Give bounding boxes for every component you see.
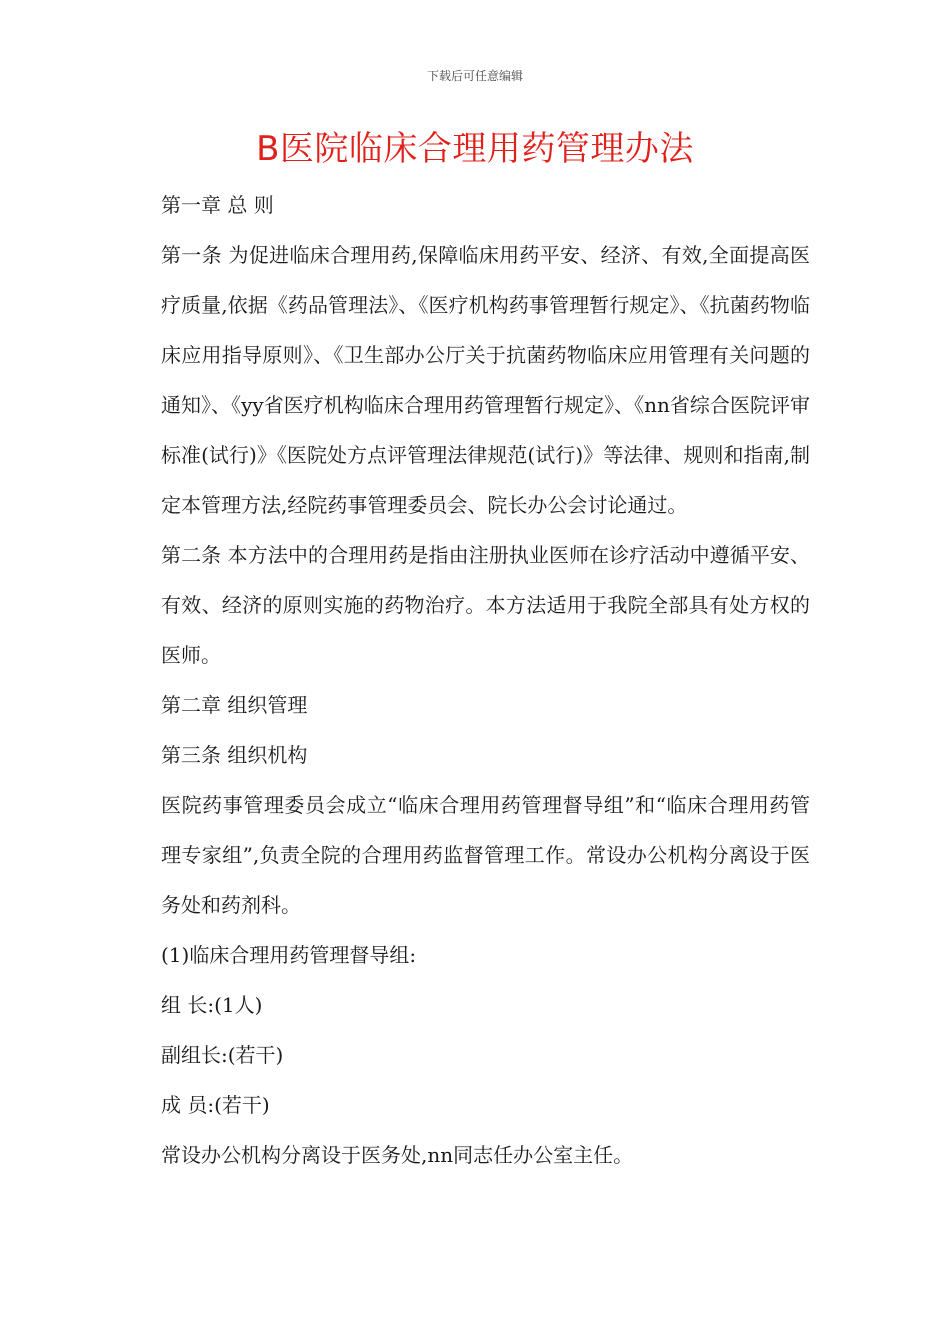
- list-item: 组 长:(1人): [161, 993, 263, 1017]
- article-heading: 第三条 组织机构: [161, 743, 308, 767]
- document-body: [145, 180, 810, 1180]
- list-item: 成 员:(若干): [161, 1093, 270, 1117]
- body-paragraph: 医院药事管理委员会成立“临床合理用药管理督导组”和“临床合理用药管理专家组”,负责全院的合理用药监督管理工作。常设办公机构分离设于医务处和药剂科。: [161, 793, 810, 917]
- body-paragraph: 常设办公机构分离设于医务处,nn同志任办公室主任。: [161, 1143, 634, 1167]
- article-paragraph: 第一条 为促进临床合理用药,保障临床用药平安、经济、有效,全面提高医疗质量,依据《药品管理法》、《医疗机构药事管理暂行规定》、《抗菌药物临床应用指导原则》、《卫生部办公厅关于抗菌药物临床应用管理有关问题的通知》、《yy省医疗机构临床合理用药管理暂行规定》、《nn省综合医院评审标准(试行)》《医院处方点评管理法律规范(试行)》等法律、规则和指南,制定本管理方法,经院药事管理委员会、院长办公会讨论通过。: [161, 243, 810, 517]
- chapter-heading: 第一章 总 则: [161, 193, 274, 217]
- list-heading: (1)临床合理用药管理督导组:: [161, 943, 417, 967]
- article-paragraph: 第二条 本方法中的合理用药是指由注册执业医师在诊疗活动中遵循平安、有效、经济的原则实施的药物治疗。本方法适用于我院全部具有处方权的医师。: [161, 543, 810, 667]
- header-note: 下载后可任意编辑: [426, 69, 523, 83]
- document-title: B医院临床合理用药管理办法: [256, 129, 694, 169]
- chapter-heading: 第二章 组织管理: [161, 693, 308, 717]
- list-item: 副组长:(若干): [161, 1043, 284, 1067]
